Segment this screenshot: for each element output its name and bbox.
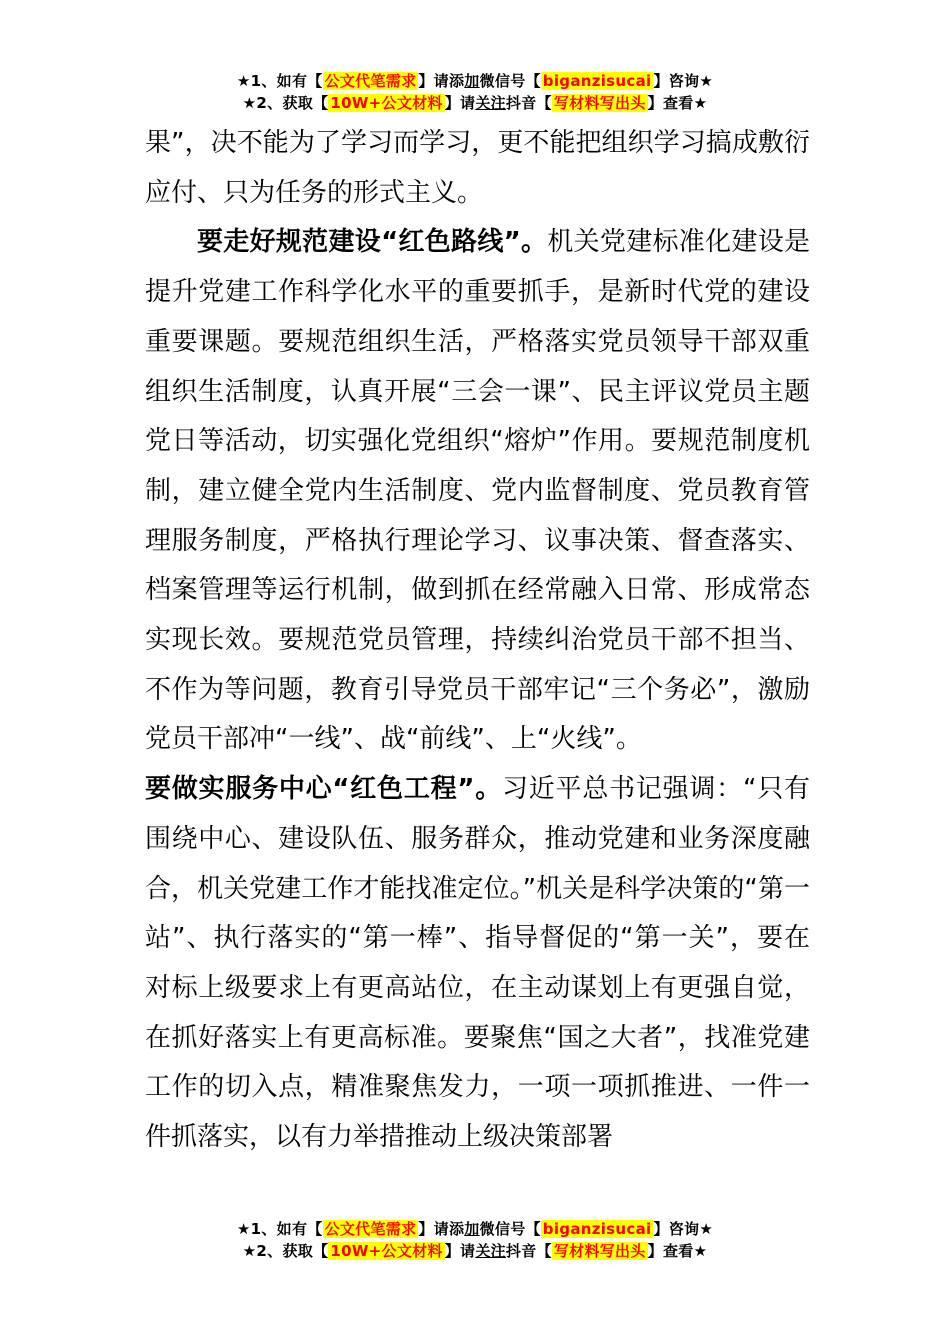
highlight-service: 公文代笔需求 — [324, 1220, 417, 1238]
promo-banner-bottom — [0, 1218, 950, 1262]
paragraph-text: 机关党建标准化建设是提升党建工作科学化水平的重要抓手，是新时代党的建设重要课题。要规范组织生活，严格落实党员领导干部双重组织生活制度，认真开展“三会一课”、民主评议党员主题党日等活动，切实强化党组织“熔炉”作用。要规范制度机制，建立健全党内生活制度、党内监督制度、党员教育管理服务制度，严格执行理论学习、议事决策、督查落实、档案管理等运行机制，做到抓在经常融入日常、形成常态实现长效。要规范党员管理，持续纠治党员干部不担当、不作为等问题，教育引导党员干部牢记“三个务必”，激励党员干部冲“一线”、战“前线”、上“火线”。 — [145, 227, 810, 755]
highlight-douyin-account: 写材料写出头 — [553, 1242, 646, 1260]
promo-line-1: ★1、如有【 公文代笔需求 】请添加微信号【 biganzisucai 】咨询★ — [236, 72, 714, 90]
paragraph-service-center — [145, 765, 810, 1163]
paragraph-text: 习近平总书记强调：“只有围绕中心、建设队伍、服务群众，推动党建和业务深度融合，机关党建工作才能找准定位。”机关是科学决策的“第一站”、执行落实的“第一棒”、指导督促的“第一关”，要在对标上级要求上有更高站位，在主动谋划上有更强自觉，在抓好落实上有更高标准。要聚焦“国之大者”，找准党建工作的切入点，精准聚焦发力，一项一项抓推进、一件一件抓落实，以有力举措推动上级决策部署 — [145, 774, 810, 1153]
highlight-wechat-id: biganzisucai — [542, 1220, 652, 1238]
highlight-materials: 10W+公文材料 — [330, 1242, 443, 1260]
promo-banner-top — [0, 70, 950, 114]
paragraph-continued: 果”，决不能为了学习而学习，更不能把组织学习搞成敷衍应付、只为任务的形式主义。 — [145, 128, 810, 208]
paragraph-heading: 要做实服务中心“红色工程”。 — [145, 774, 502, 805]
highlight-wechat-id: biganzisucai — [542, 72, 652, 90]
highlight-service: 公文代笔需求 — [324, 72, 417, 90]
promo-line-2: ★2、获取【 10W+公文材料 】请关注抖音【 写材料写出头 】查看★ — [242, 1242, 708, 1260]
paragraph-standardization — [145, 218, 810, 765]
paragraph-heading: 要走好规范建设“红色路线”。 — [197, 227, 548, 258]
highlight-douyin-account: 写材料写出头 — [553, 94, 646, 112]
promo-line-1: ★1、如有【 公文代笔需求 】请添加微信号【 biganzisucai 】咨询★ — [236, 1220, 714, 1238]
promo-line-2: ★2、获取【 10W+公文材料 】请关注抖音【 写材料写出头 】查看★ — [242, 94, 708, 112]
document-body — [145, 119, 810, 1163]
highlight-materials: 10W+公文材料 — [330, 94, 443, 112]
